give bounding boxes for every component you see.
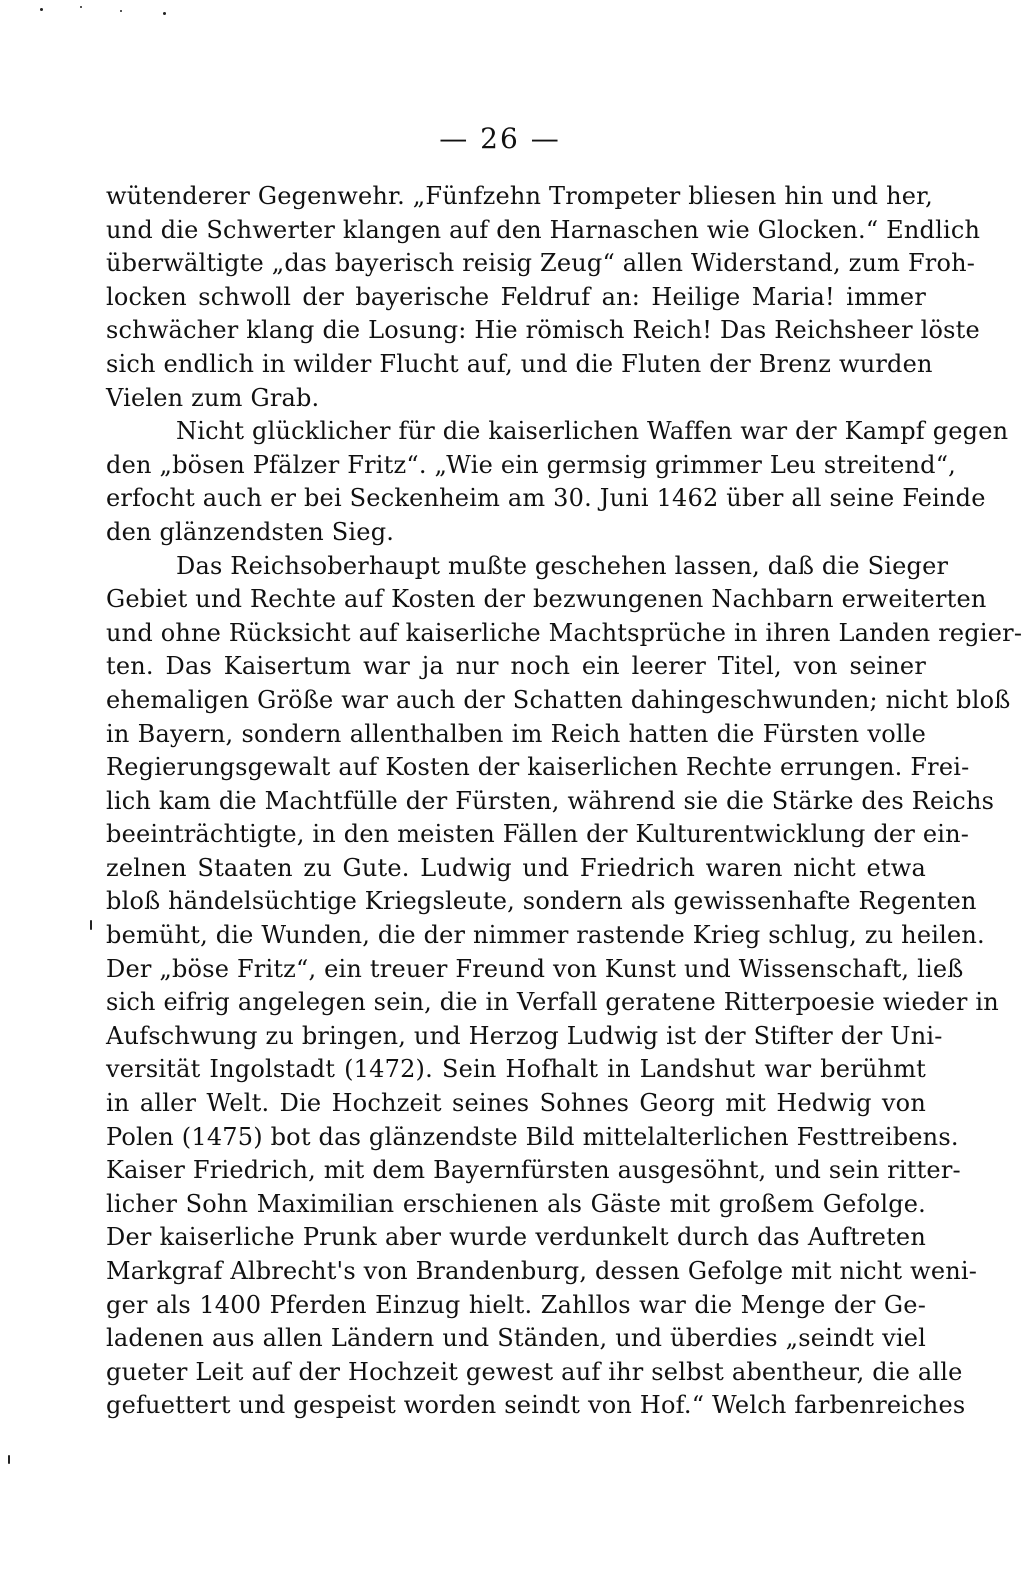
- scan-speck: [120, 10, 122, 12]
- text-line: gefuettert und gespeist worden seindt von Hof.“ Welch farbenreiches: [106, 1391, 966, 1420]
- page-number: — 26 —: [439, 122, 561, 155]
- text-line: überwältigte „das bayerisch reisig Zeug“ allen Widerstand, zum Froh-: [106, 249, 976, 278]
- text-line: zelnen Staaten zu Gute. Ludwig und Friedrich waren nicht etwa: [106, 853, 926, 882]
- text-line: ladenen aus allen Ländern und Ständen, und überdies „seindt viel: [106, 1324, 926, 1353]
- scan-speck: [90, 920, 92, 930]
- body-text: [106, 180, 1022, 1423]
- text-line: den glänzendsten Sieg.: [106, 517, 395, 546]
- text-line: Kaiser Friedrich, mit dem Bayernfürsten ausgesöhnt, und sein ritter-: [106, 1156, 961, 1185]
- text-line: gueter Leit auf der Hochzeit gewest auf ihr selbst abentheur, die alle: [106, 1357, 963, 1386]
- text-line: schwächer klang die Losung: Hie römisch Reich! Das Reichsheer löste: [106, 316, 980, 345]
- text-line: Der kaiserliche Prunk aber wurde verdunkelt durch das Auftreten: [106, 1223, 926, 1252]
- text-line: Polen (1475) bot das glänzendste Bild mittelalterlichen Festtreibens.: [106, 1122, 959, 1151]
- text-line: Regierungsgewalt auf Kosten der kaiserlichen Rechte errungen. Frei-: [106, 753, 970, 782]
- text-line: wütenderer Gegenwehr. „Fünfzehn Trompeter bliesen hin und her,: [106, 182, 933, 210]
- text-line: erfocht auch er bei Seckenheim am 30. Juni 1462 über all seine Feinde: [106, 484, 986, 513]
- text-line: lich kam die Machtfülle der Fürsten, während sie die Stärke des Reichs: [106, 786, 995, 815]
- scan-speck: [80, 6, 82, 8]
- text-line: ten. Das Kaisertum war ja nur noch ein leerer Titel, von seiner: [106, 652, 926, 681]
- text-line: Der „böse Fritz“, ein treuer Freund von Kunst und Wissenschaft, ließ: [106, 954, 964, 983]
- text-line: Das Reichsoberhaupt mußte geschehen lassen, daß die Sieger: [176, 551, 949, 580]
- text-line: Aufschwung zu bringen, und Herzog Ludwig ist der Stifter der Uni-: [106, 1021, 943, 1050]
- text-line: Nicht glücklicher für die kaiserlichen Waffen war der Kampf gegen: [176, 417, 1009, 446]
- text-line: in Bayern, sondern allenthalben im Reich hatten die Fürsten volle: [106, 719, 926, 748]
- text-line: in aller Welt. Die Hochzeit seines Sohnes Georg mit Hedwig von: [106, 1089, 926, 1118]
- text-line: sich eifrig angelegen sein, die in Verfall geratene Ritterpoesie wieder in: [106, 988, 999, 1017]
- text-line: ger als 1400 Pferden Einzug hielt. Zahllos war die Menge der Ge-: [106, 1290, 926, 1319]
- scan-speck: [40, 8, 43, 11]
- text-line: und ohne Rücksicht auf kaiserliche Machtsprüche in ihren Landen regier-: [106, 618, 1022, 647]
- scan-speck: [163, 12, 166, 15]
- text-line: Markgraf Albrecht's von Brandenburg, dessen Gefolge mit nicht weni-: [106, 1257, 978, 1285]
- text-line: sich endlich in wilder Flucht auf, und die Fluten der Brenz wurden: [106, 349, 933, 378]
- text-line: und die Schwerter klangen auf den Harnaschen wie Glocken.“ Endlich: [106, 215, 981, 244]
- text-line: beeinträchtigte, in den meisten Fällen der Kulturentwicklung der ein-: [106, 820, 970, 849]
- text-line: den „bösen Pfälzer Fritz“. „Wie ein germsig grimmer Leu streitend“,: [106, 450, 957, 479]
- text-line: licher Sohn Maximilian erschienen als Gäste mit großem Gefolge.: [106, 1189, 926, 1218]
- text-line: bloß händelsüchtige Kriegsleute, sondern als gewissenhafte Regenten: [106, 887, 977, 916]
- text-line: versität Ingolstadt (1472). Sein Hofhalt in Landshut war berühmt: [106, 1055, 926, 1084]
- text-line: Gebiet und Rechte auf Kosten der bezwungenen Nachbarn erweiterten: [106, 585, 987, 614]
- text-line: ehemaligen Größe war auch der Schatten dahingeschwunden; nicht bloß: [106, 685, 1011, 714]
- text-line: bemüht, die Wunden, die der nimmer rastende Krieg schlug, zu heilen.: [106, 921, 985, 950]
- text-line: Vielen zum Grab.: [106, 383, 320, 412]
- text-line: locken schwoll der bayerische Feldruf an: Heilige Maria! immer: [106, 282, 926, 311]
- scan-speck: [8, 1455, 10, 1464]
